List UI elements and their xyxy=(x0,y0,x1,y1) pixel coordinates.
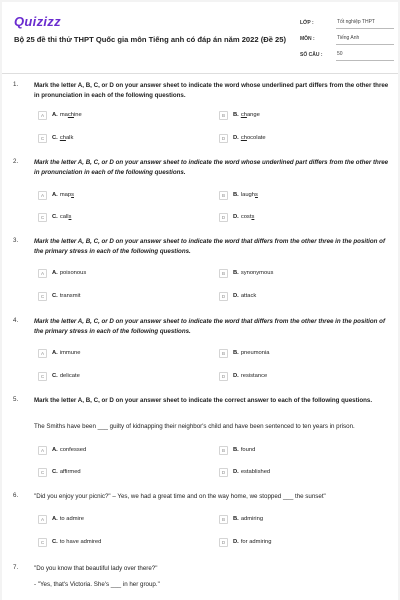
option-text: established xyxy=(240,469,271,475)
meta-label: LỚP : xyxy=(300,20,314,26)
option-b[interactable] xyxy=(219,110,260,120)
option-c[interactable] xyxy=(38,133,73,143)
option-text: delicate xyxy=(59,373,80,379)
option-text: to admire xyxy=(59,516,84,522)
option-letter: C. xyxy=(52,135,58,141)
option-letter: C. xyxy=(52,373,58,379)
option-underlined: s xyxy=(68,214,72,220)
option-c[interactable] xyxy=(38,371,80,381)
option-text: to have admired xyxy=(59,539,102,545)
option-underlined: ch xyxy=(67,112,74,118)
question-text: Mark the letter A, B, C, or D on your answer sheet to indicate the word whose underlined part differs from the other three in pronunciation in each of the following questions. xyxy=(34,159,389,176)
option-text: resistance xyxy=(240,373,268,379)
option-letter: D. xyxy=(233,214,239,220)
option-letter: D. xyxy=(233,135,239,141)
worksheet-meta xyxy=(300,15,394,63)
question-number: 2. xyxy=(13,158,19,165)
meta-label: MÔN : xyxy=(300,36,315,42)
option-box[interactable]: C xyxy=(38,134,47,143)
option-text: affirmed xyxy=(59,469,81,475)
option-letter: A. xyxy=(52,447,58,453)
option-box[interactable]: B xyxy=(219,269,228,278)
option-text: synonymous xyxy=(240,270,274,276)
question-text: Mark the letter A, B, C, or D on your answer sheet to indicate the word whose underlined part differs from the other three in pronunciation in each of the following questions. xyxy=(34,82,389,99)
option-text: admiring xyxy=(240,516,264,522)
option-b[interactable] xyxy=(219,268,273,278)
question-text: Mark the letter A, B, C, or D on your answer sheet to indicate the word that differs from the other three in the position of the primary stress in each of the following questions. xyxy=(34,318,386,335)
worksheet-page xyxy=(2,2,398,600)
worksheet-title: Bộ 25 đề thi thử THPT Quốc gia môn Tiếng anh có đáp án năm 2022 (Đề 25) xyxy=(14,35,287,44)
option-underlined: ch xyxy=(240,135,247,141)
option-letter: D. xyxy=(233,469,239,475)
option-letter: A. xyxy=(52,270,58,276)
option-text-post: ine xyxy=(74,112,82,118)
option-c[interactable] xyxy=(38,537,101,547)
option-box[interactable]: C xyxy=(38,372,47,381)
option-text: pneumonia xyxy=(240,350,270,356)
option-box[interactable]: D xyxy=(219,468,228,477)
option-text: for admiring xyxy=(240,539,272,545)
option-box[interactable]: A xyxy=(38,269,47,278)
option-b[interactable] xyxy=(219,348,270,358)
option-text-pre: laugh xyxy=(240,192,255,198)
question-number: 3. xyxy=(13,237,19,244)
question-prompt: - "Yes, that's Victoria. She's ___ in her group." xyxy=(34,581,160,588)
option-box[interactable]: D xyxy=(219,292,228,301)
option-a[interactable] xyxy=(38,110,82,120)
question-number: 1. xyxy=(13,81,19,88)
option-box[interactable]: C xyxy=(38,538,47,547)
question-text: Mark the letter A, B, C, or D on your answer sheet to indicate the correct answer to each of the following questions. xyxy=(34,397,373,404)
option-text: transmit xyxy=(59,293,81,299)
option-box[interactable]: A xyxy=(38,191,47,200)
option-text-pre: call xyxy=(59,214,69,220)
meta-label: SỐ CÂU : xyxy=(300,52,323,58)
option-d[interactable] xyxy=(219,212,254,222)
option-c[interactable] xyxy=(38,467,81,477)
option-a[interactable] xyxy=(38,268,86,278)
option-underlined: s xyxy=(255,192,258,198)
question-text: "Do you know that beautiful lady over there?" xyxy=(34,565,158,572)
option-box[interactable]: A xyxy=(38,111,47,120)
option-box[interactable]: B xyxy=(219,515,228,524)
option-letter: B. xyxy=(233,516,239,522)
option-box[interactable]: B xyxy=(219,111,228,120)
option-c[interactable] xyxy=(38,291,80,301)
option-box[interactable]: A xyxy=(38,349,47,358)
option-box[interactable]: A xyxy=(38,515,47,524)
option-letter: D. xyxy=(233,373,239,379)
option-d[interactable] xyxy=(219,291,256,301)
option-text: poisonous xyxy=(59,270,87,276)
option-a[interactable] xyxy=(38,190,74,200)
option-text-pre: ma xyxy=(59,112,68,118)
question-number: 6. xyxy=(13,492,19,499)
option-letter: A. xyxy=(52,516,58,522)
meta-value: Tốt nghiệp THPT xyxy=(336,18,394,29)
option-box[interactable]: D xyxy=(219,372,228,381)
question-number: 7. xyxy=(13,564,19,571)
option-letter: A. xyxy=(52,192,58,198)
question-number: 4. xyxy=(13,317,19,324)
option-a[interactable] xyxy=(38,348,80,358)
question-text: Mark the letter A, B, C, or D on your answer sheet to indicate the word that differs from the other three in the position of the primary stress in each of the following questions. xyxy=(34,238,386,255)
option-letter: C. xyxy=(52,214,58,220)
question-number: 5. xyxy=(13,396,19,403)
option-box[interactable]: D xyxy=(219,134,228,143)
option-b[interactable] xyxy=(219,514,263,524)
meta-row-subject xyxy=(300,31,394,47)
option-text-pre: cost xyxy=(240,214,252,220)
option-box[interactable]: A xyxy=(38,446,47,455)
option-letter: B. xyxy=(233,270,239,276)
option-underlined: ch xyxy=(240,112,247,118)
option-letter: C. xyxy=(52,539,58,545)
option-box[interactable]: B xyxy=(219,349,228,358)
option-box[interactable]: D xyxy=(219,213,228,222)
header-divider xyxy=(2,73,398,74)
option-underlined: s xyxy=(251,214,255,220)
meta-value: 50 xyxy=(336,50,394,61)
option-b[interactable] xyxy=(219,445,255,455)
option-letter: B. xyxy=(233,350,239,356)
option-box[interactable]: D xyxy=(219,538,228,547)
option-text: attack xyxy=(240,293,257,299)
option-box[interactable]: C xyxy=(38,213,47,222)
option-text: confessed xyxy=(59,447,87,453)
option-text-post: ange xyxy=(246,112,260,118)
option-text-post: ocolate xyxy=(246,135,266,141)
option-a[interactable] xyxy=(38,445,86,455)
option-b[interactable] xyxy=(219,190,258,200)
meta-row-count xyxy=(300,47,394,63)
question-text: "Did you enjoy your picnic?" – Yes, we had a great time and on the way home, we stopped ___ the sunset" xyxy=(34,493,326,500)
option-text-pre: map xyxy=(59,192,72,198)
meta-row-class xyxy=(300,15,394,31)
option-letter: B. xyxy=(233,112,239,118)
option-letter: B. xyxy=(233,192,239,198)
option-box[interactable]: C xyxy=(38,292,47,301)
option-d[interactable] xyxy=(219,537,271,547)
option-text-post: alk xyxy=(65,135,74,141)
option-underlined: s xyxy=(71,192,74,198)
meta-value: Tiếng Anh xyxy=(336,34,394,45)
option-box[interactable]: B xyxy=(219,191,228,200)
option-a[interactable] xyxy=(38,514,84,524)
option-letter: A. xyxy=(52,112,58,118)
option-d[interactable] xyxy=(219,467,270,477)
option-letter: C. xyxy=(52,293,58,299)
option-underlined: ch xyxy=(59,135,66,141)
question-prompt: The Smiths have been ___ guilty of kidnapping their neighbor's child and have been sentenced to ten years in prison. xyxy=(34,423,355,430)
quizizz-logo[interactable]: Quizizz xyxy=(14,14,61,29)
option-letter: C. xyxy=(52,469,58,475)
option-letter: B. xyxy=(233,447,239,453)
option-text: found xyxy=(240,447,256,453)
option-box[interactable]: C xyxy=(38,468,47,477)
option-d[interactable] xyxy=(219,371,267,381)
option-text: immune xyxy=(59,350,81,356)
worksheet-header xyxy=(2,2,398,64)
option-d[interactable] xyxy=(219,133,266,143)
option-letter: D. xyxy=(233,293,239,299)
option-letter: D. xyxy=(233,539,239,545)
option-c[interactable] xyxy=(38,212,71,222)
option-letter: A. xyxy=(52,350,58,356)
option-box[interactable]: B xyxy=(219,446,228,455)
